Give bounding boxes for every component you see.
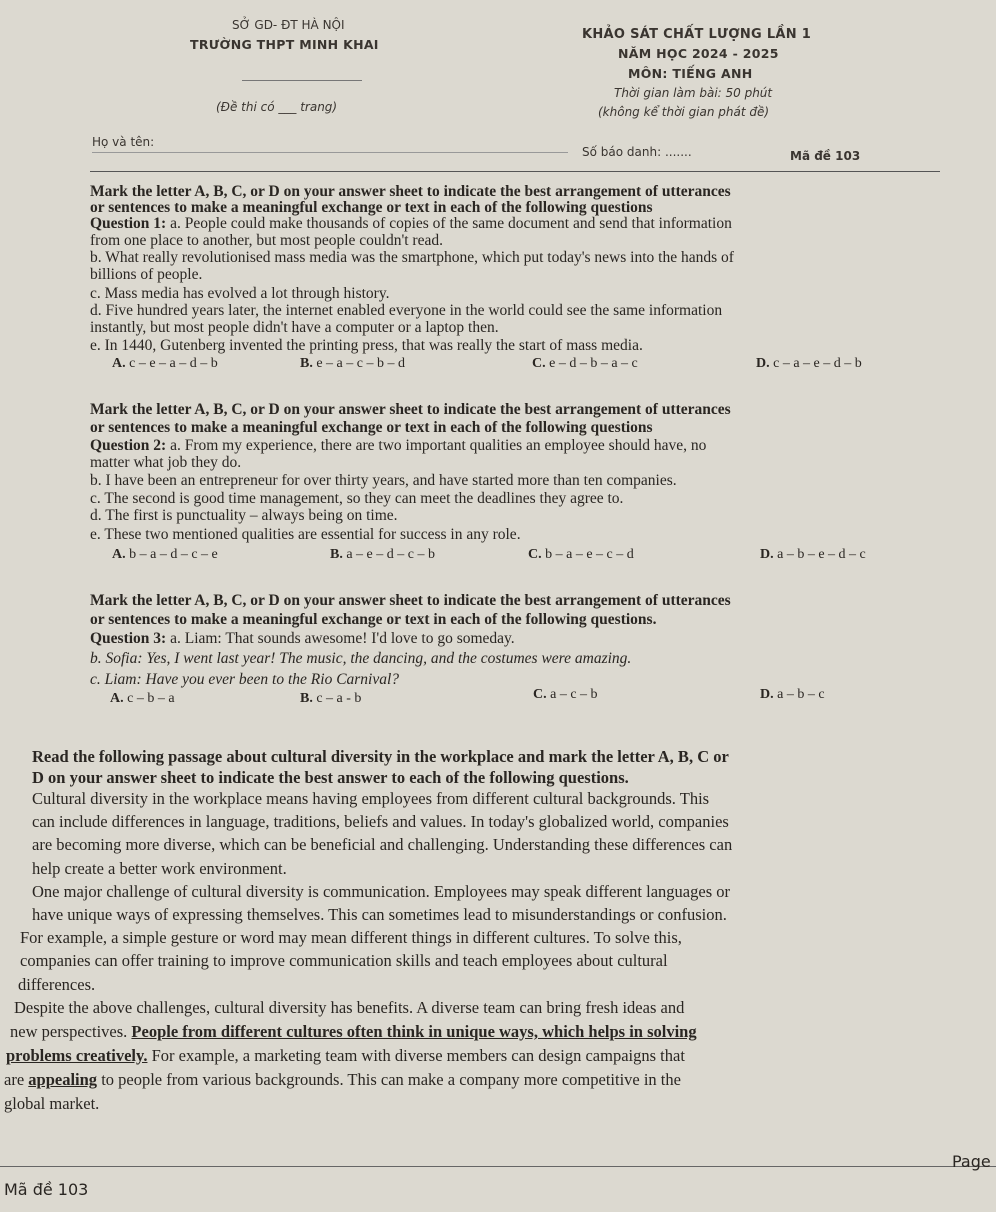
q1-line-d2: instantly, but most people didn't have a computer or a laptop then.	[90, 319, 499, 336]
p1-line-3: are becoming more diverse, which can be beneficial and challenging. Understanding these differences can	[32, 835, 733, 854]
q1-option-d[interactable]: D. c – a – e – d – b	[756, 356, 862, 371]
q3-line-c: c. Liam: Have you ever been to the Rio Carnival?	[90, 671, 400, 688]
p3-line-1: Despite the above challenges, cultural diversity has benefits. A diverse team can bring fresh ideas and	[14, 998, 685, 1017]
underlined-phrase: People from different cultures often think in unique ways, which helps in solving	[131, 1022, 697, 1041]
q2-line-e: e. These two mentioned qualities are essential for success in any role.	[90, 526, 521, 543]
q1-option-b[interactable]: B. e – a – c – b – d	[300, 356, 405, 371]
p2-line-2: have unique ways of expressing themselves. This can sometimes lead to misunderstandings or confusion.	[32, 905, 727, 924]
p2-line-3: For example, a simple gesture or word may mean different things in different cultures. To solve this,	[20, 928, 682, 947]
footer-exam-code: Mã đề 103	[4, 1180, 89, 1199]
dept-name: SỞ GD- ĐT HÀ NỘI	[232, 18, 345, 32]
q1-line-a2: from one place to another, but most people couldn't read.	[90, 232, 443, 249]
candidate-number-label: Số báo danh: .......	[582, 145, 692, 159]
footer-rule	[0, 1166, 996, 1167]
p1-line-4: help create a better work environment.	[32, 859, 287, 878]
q2-line-c: c. The second is good time management, so they can meet the deadlines they agree to.	[90, 490, 624, 507]
p3-line-3: problems creatively. For example, a marketing team with diverse members can design campaigns that	[6, 1046, 685, 1065]
passage-instruction-2: D on your answer sheet to indicate the best answer to each of the following questions.	[32, 768, 629, 787]
school-year: NĂM HỌC 2024 - 2025	[618, 46, 779, 61]
q1-line-d1: d. Five hundred years later, the internet enabled everyone in the world could see the same information	[90, 302, 723, 319]
q2-line-b: b. I have been an entrepreneur for over thirty years, and have started more than ten companies.	[90, 472, 677, 489]
q2-line-a: Question 2: a. From my experience, there are two important qualities an employee should have, no	[90, 437, 707, 454]
p1-line-1: Cultural diversity in the workplace means having employees from different cultural backgrounds. This	[32, 789, 710, 808]
p3-line-4: are appealing to people from various backgrounds. This can make a company more competitive in the	[4, 1070, 681, 1089]
q2-line-d: d. The first is punctuality – always being on time.	[90, 507, 398, 524]
pages-note: (Đề thi có ___ trang)	[216, 100, 338, 114]
p2-line-4: companies can offer training to improve communication skills and teach employees about cultural	[20, 951, 668, 970]
q1-option-a[interactable]: A. c – e – a – d – b	[112, 356, 218, 371]
q2-option-b[interactable]: B. a – e – d – c – b	[330, 547, 435, 562]
s3-instruction-2: or sentences to make a meaningful exchange or text in each of the following questions.	[90, 611, 657, 628]
p3-line-5: global market.	[4, 1094, 100, 1113]
q1-line-a: Question 1: a. People could make thousands of copies of the same document and send that information	[90, 215, 732, 232]
underlined-phrase-end: problems creatively.	[6, 1046, 148, 1065]
q1-line-e: e. In 1440, Gutenberg invented the printing press, that was really the start of mass media.	[90, 337, 643, 354]
s2-instruction-2: or sentences to make a meaningful exchange or text in each of the following questions	[90, 419, 653, 436]
passage-instruction-1: Read the following passage about cultural diversity in the workplace and mark the letter A, B, C or	[32, 747, 729, 766]
q2-option-a[interactable]: A. b – a – d – c – e	[112, 547, 218, 562]
s1-instruction-2: or sentences to make a meaningful exchange or text in each of the following questions	[90, 199, 653, 216]
exam-title: KHẢO SÁT CHẤT LƯỢNG LẦN 1	[582, 27, 812, 42]
p3-line-2: new perspectives. People from different cultures often think in unique ways, which helps in solving	[10, 1022, 697, 1041]
s1-instruction-1: Mark the letter A, B, C, or D on your answer sheet to indicate the best arrangement of utterances	[90, 183, 731, 200]
p1-line-2: can include differences in language, traditions, beliefs and values. In today's globalized world, companies	[32, 812, 729, 831]
exam-time-note: (không kể thời gian phát đề)	[598, 105, 770, 119]
q1-line-b1: b. What really revolutionised mass media was the smartphone, which put today's news into the hands of	[90, 249, 734, 266]
name-underline	[92, 152, 568, 153]
q3-option-d[interactable]: D. a – b – c	[760, 687, 825, 702]
header-divider-left	[242, 80, 362, 81]
q3-line-a: Question 3: a. Liam: That sounds awesome! I'd love to go someday.	[90, 630, 515, 647]
s2-instruction-1: Mark the letter A, B, C, or D on your answer sheet to indicate the best arrangement of utterances	[90, 401, 731, 418]
q2-option-d[interactable]: D. a – b – e – d – c	[760, 547, 866, 562]
header-rule	[90, 171, 940, 172]
q1-line-b2: billions of people.	[90, 266, 203, 283]
exam-code: Mã đề 103	[790, 149, 861, 163]
q1-option-c[interactable]: C. e – d – b – a – c	[532, 356, 638, 371]
school-name: TRƯỜNG THPT MINH KHAI	[190, 37, 379, 52]
s3-instruction-1: Mark the letter A, B, C, or D on your answer sheet to indicate the best arrangement of utterances	[90, 592, 731, 609]
q1-line-c: c. Mass media has evolved a lot through history.	[90, 285, 390, 302]
subject: MÔN: TIẾNG ANH	[628, 66, 753, 81]
q2-line-a2: matter what job they do.	[90, 454, 242, 471]
q3-option-a[interactable]: A. c – b – a	[110, 691, 175, 706]
q3-option-b[interactable]: B. c – a - b	[300, 691, 362, 706]
underlined-word: appealing	[28, 1070, 98, 1089]
p2-line-5: differences.	[18, 975, 96, 994]
footer-page: Page	[952, 1152, 991, 1171]
p2-line-1: One major challenge of cultural diversity is communication. Employees may speak different languages or	[32, 882, 730, 901]
q3-line-b: b. Sofia: Yes, I went last year! The music, the dancing, and the costumes were amazing.	[90, 650, 632, 667]
exam-time: Thời gian làm bài: 50 phút	[614, 86, 773, 100]
name-label: Họ và tên:	[92, 135, 155, 149]
q3-option-c[interactable]: C. a – c – b	[533, 687, 598, 702]
q2-option-c[interactable]: C. b – a – e – c – d	[528, 547, 634, 562]
